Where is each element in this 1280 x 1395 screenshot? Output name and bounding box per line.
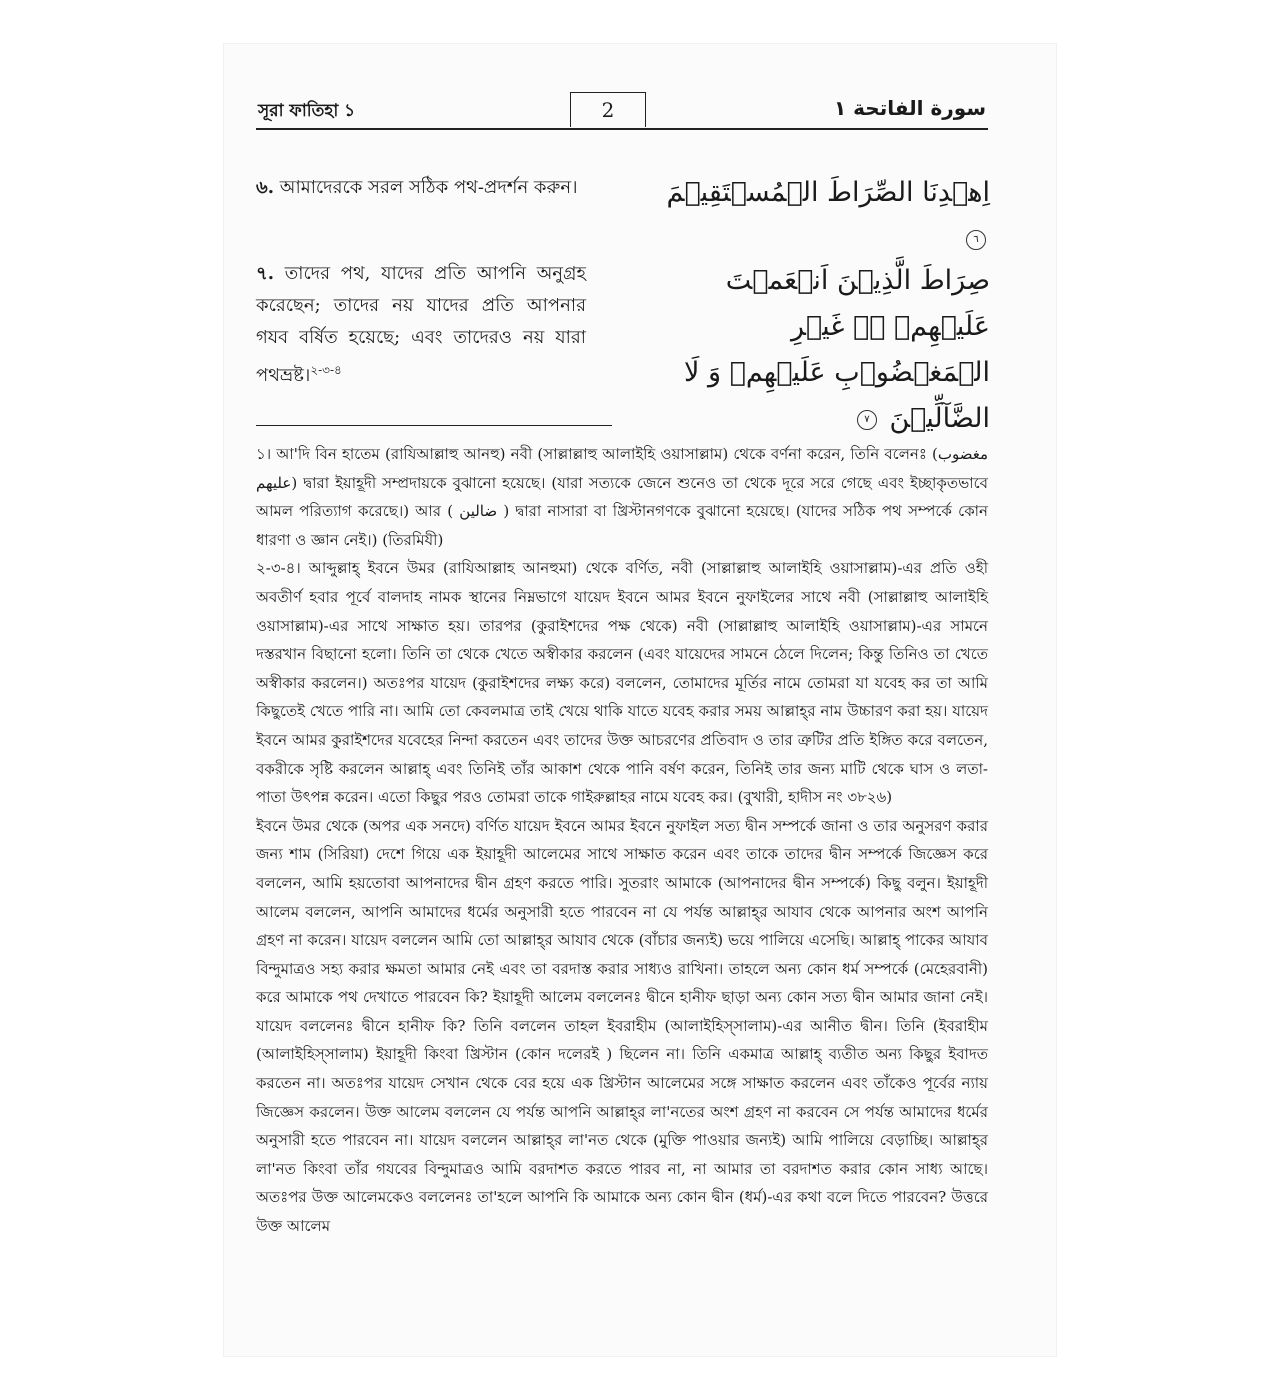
verse-6-translation bbox=[256, 172, 586, 204]
verse-7-translation bbox=[256, 258, 586, 392]
verse-7-text: তাদের পথ, যাদের প্রতি আপনি অনুগ্রহ করেছেন; তাদের নয় যাদের প্রতি আপনার গযব বর্ষিত হয়েছে; এবং তাদেরও নয় যারা পথভ্রষ্ট। bbox=[256, 263, 586, 386]
footnote-2-3-4: ২-৩-৪। আব্দুল্লাহ্ ইবনে উমর (রাযিআল্লাহ আনহুমা) থেকে বর্ণিত, নবী (সাল্লাল্লাহু আলাইহি ওয়াসাল্লাম)-এর প্রতি ওহী অবতীর্ণ হবার পূর্বে বালদাহ নামক স্থানের নিম্নভাগে যায়েদ ইবনে আমর ইবনে নুফাইলের সাথে নবী (সাল্লাল্লাহু আলাইহি ওয়াসাল্লাম)-এর সাথে সাক্ষাত হয়। তারপর (কুরাইশদের পক্ষ থেকে) নবী (সাল্লাল্লাহু আলাইহি ওয়াসাল্লাম)-এর সামনে দস্তরখান বিছানো হলো। তিনি তা থেকে খেতে অস্বীকার করলেন (এবং যায়েদের সামনে ঠেলে দিলেন; কিন্তু তিনিও তা খেতে অস্বীকার করলেন।) অতঃপর যায়েদ (কুরাইশদের লক্ষ্য করে) বললেন, তোমাদের মূর্তির নামে তোমরা যা যবেহ কর তা আমি কিছুতেই খেতে পারি না। আমি তো কেবলমাত্র তাই খেয়ে থাকি যাতে যবেহ করার সময় আল্লাহ্‌র নাম উচ্চারণ করা হয়। যায়েদ ইবনে আমর কুরাইশদের যবেহের নিন্দা করতেন এবং তাদের উক্ত আচরণের প্রতিবাদ ও তার ত্রুটির প্রতি ইঙ্গিত করে বলতেন, বকরীকে সৃষ্টি করলেন আল্লাহ্ এবং তিনিই তাঁর আকাশ থেকে পানি বর্ষণ করেন, তিনিই তার জন্য মাটি থেকে ঘাস ও লতা-পাতা উৎপন্ন করেন। এতো কিছুর পরও তোমরা তাকে গাইরুল্লাহর নামে যবেহ কর। (বুখারী, হাদীস নং ৩৮২৬) bbox=[256, 559, 988, 807]
surah-title-bengali: সূরা ফাতিহা ১ bbox=[258, 101, 356, 121]
page-header bbox=[256, 92, 988, 130]
page-number: 2 bbox=[570, 92, 646, 127]
verse-7-number: ৭. bbox=[256, 263, 274, 284]
footnote-continuation: ইবনে উমর থেকে (অপর এক সনদে) বর্ণিত যায়েদ ইবনে আমর ইবনে নুফাইল সত্য দ্বীন সম্পর্কে জানা ও তার অনুসরণ করার জন্য শাম (সিরিয়া) দেশে গিয়ে এক ইয়াহূদী আলেমের সাথে সাক্ষাত করেন এবং তাকে তাদের দ্বীন সম্পর্কে জিজ্ঞেস করে বললেন, আমি হয়তোবা আপনাদের দ্বীন গ্রহণ করতে পারি। সুতরাং আমাকে (আপনাদের দ্বীন সম্পর্কে) কিছু বলুন। ইয়াহূদী আলেম বললেন, আপনি আমাদের ধর্মের অনুসারী হতে পারবেন না যে পর্যন্ত আল্লাহ্‌র আযাব থেকে আপনার অংশ আপনি গ্রহণ না করেন। যায়েদ বললেন আমি তো আল্লাহ্‌র আযাব থেকে (বাঁচার জন্যই) ভয়ে পালিয়ে এসেছি। আল্লাহ্ পাকের আযাব বিন্দুমাত্রও সহ্য করার ক্ষমতা আমার নেই এবং তা বরদাস্ত করার সাধ্যও রাখিনা। তাহলে অন্য কোন ধর্ম সম্পর্কে (মেহেরবানী) করে আমাকে পথ দেখাতে পারবেন কি? ইয়াহূদী আলেম বললেনঃ দ্বীনে হানীফ ছাড়া অন্য কোন সত্য দ্বীন আমার জানা নেই। যায়েদ বললেনঃ দ্বীনে হানীফ কি? তিনি বললেন তাহল ইবরাহীম (আলাইহিস্সালাম)-এর আনীত দ্বীন। তিনি (ইবরাহীম (আলাইহিস্সালাম) ইয়াহূদী কিংবা খ্রিস্টান (কোন দলেরই ) ছিলেন না। তিনি একমাত্র আল্লাহ্ ব্যতীত অন্য কিছুর ইবাদত করতেন না। অতঃপর যায়েদ সেখান থেকে বের হয়ে এক খ্রিস্টান আলেমের সঙ্গে সাক্ষাত করলেন এবং তাঁকেও পূর্বের ন্যায় জিজ্ঞেস করলেন। উক্ত আলেম বললেন যে পর্যন্ত আপনি আল্লাহ্‌র লা'নতের অংশ গ্রহণ না করবেন সে পর্যন্ত আমাদের ধর্মের অনুসারী হতে পারবেন না। যায়েদ বললেন আল্লাহ্‌র লা'নত থেকে (মুক্তি পাওয়ার জন্যই) আমি পালিয়ে বেড়াচ্ছি। আল্লাহ্‌র লা'নত কিংবা তাঁর গযবের বিন্দুমাত্রও আমি বরদাশত করতে পারব না, না আমার তা বরদাশত করার কোন সাধ্য আছে। অতঃপর উক্ত আলেমকেও বললেনঃ তা'হলে আপনি কি আমাকে অন্য কোন দ্বীন (ধর্ম)-এর কথা বলে দিতে পারবেন? উত্তরে উক্ত আলেম bbox=[256, 816, 988, 1236]
verse-6-number: ৬. bbox=[256, 177, 274, 198]
verse-6-arabic bbox=[660, 170, 990, 262]
verse-6-text: আমাদেরকে সরল সঠিক পথ-প্রদর্শন করুন। bbox=[273, 177, 578, 198]
verse-6-end-marker: ٦ bbox=[966, 230, 986, 250]
verse-7-footnote-ref: ২-৩-৪ bbox=[310, 363, 342, 377]
surah-title-arabic: سورة الفاتحة ١ bbox=[834, 96, 986, 120]
verse-7-arabic-line2: الۡمَغۡضُوۡبِ عَلَیۡهِمۡ وَ لَا الضَّآلِّیۡنَ bbox=[684, 357, 990, 434]
footnote-1: ১। আ'দি বিন হাতেম (রাযিআল্লাহু আনহু) নবী (সাল্লাল্লাহু আলাইহি ওয়াসাল্লাম) থেকে বর্ণনা করেন, তিনি বলেনঃ (مغضوب عليهم) দ্বারা ইয়াহূদী সম্প্রদায়কে বুঝানো হয়েছে। (যারা সত্যকে জেনে শুনেও তা থেকে দূরে সরে গেছে এবং ইচ্ছাকৃতভাবে আমল পরিত্যাগ করেছে।) আর ( ضالين ) দ্বারা নাসারা বা খ্রিস্টানগণকে বুঝানো হয়েছে। (যাদের সঠিক পথ সম্পর্কে কোন ধারণা ও জ্ঞান নেই।) (তিরমিযী) bbox=[256, 445, 988, 549]
footnote-divider bbox=[256, 425, 612, 426]
verse-7-arabic-line2-wrap bbox=[660, 350, 990, 442]
verse-7-end-marker: ٧ bbox=[857, 410, 877, 430]
verse-7-arabic bbox=[660, 258, 990, 442]
verse-7-arabic-line1: صِرَاطَ الَّذِیۡنَ اَنۡعَمۡتَ عَلَیۡهِمۡ ۙ۬ غَیۡرِ bbox=[725, 265, 990, 342]
footnotes bbox=[256, 440, 988, 1241]
verse-6-arabic-text: اِهۡدِنَا الصِّرَاطَ الۡمُسۡتَقِیۡمَ bbox=[666, 177, 990, 208]
